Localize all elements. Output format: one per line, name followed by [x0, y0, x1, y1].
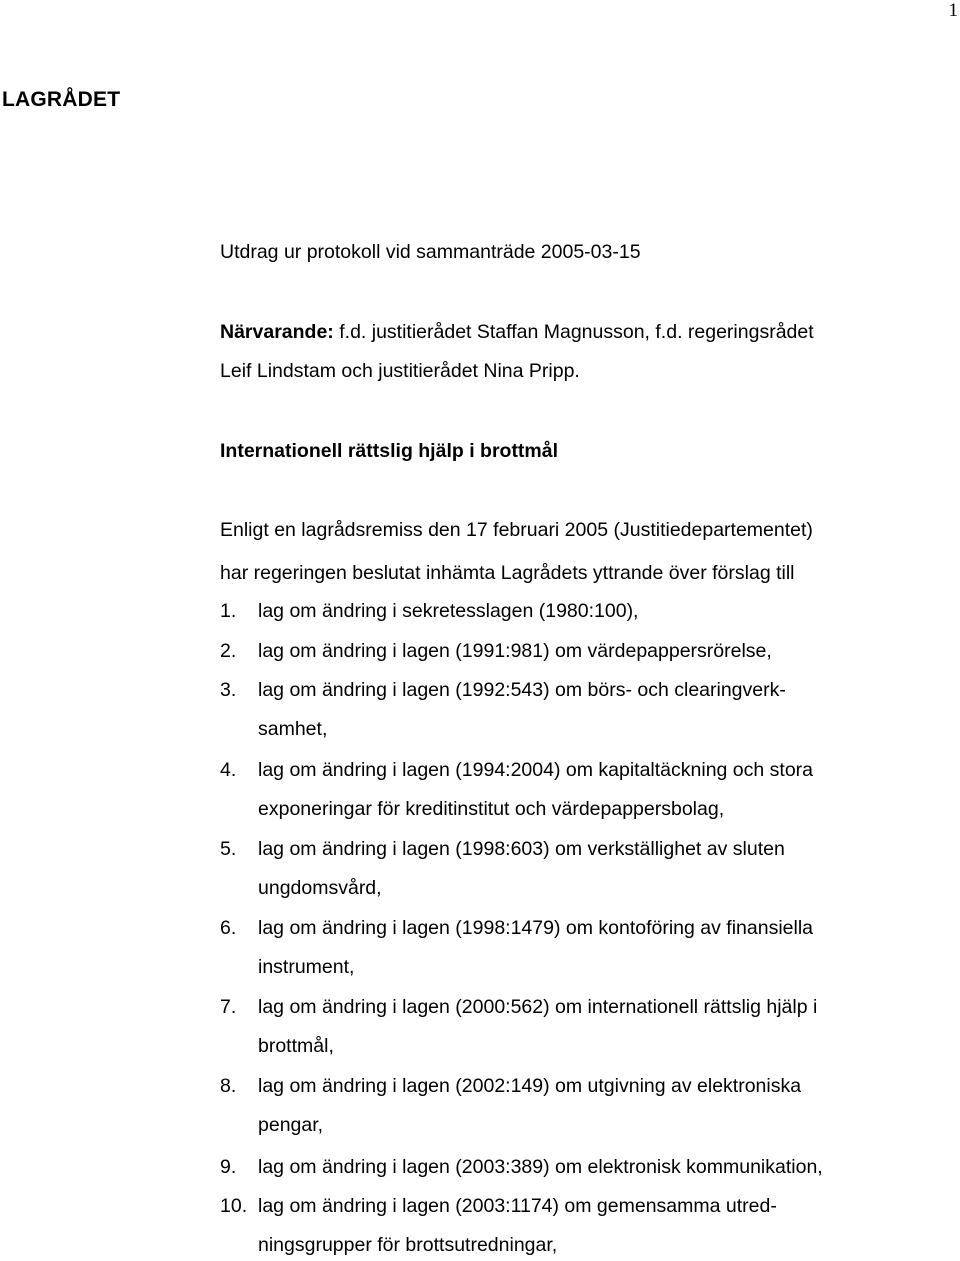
- law-item-number: 9.: [220, 1156, 237, 1178]
- law-item-number: 2.: [220, 640, 237, 662]
- law-item-number: 6.: [220, 917, 237, 939]
- law-item-text: [258, 1154, 938, 1180]
- law-item-text: [258, 638, 938, 664]
- law-item-number: 4.: [220, 759, 237, 781]
- law-item-line: pengar,: [258, 1114, 324, 1136]
- subject-heading: Internationell rättslig hjälp i brottmål: [220, 440, 559, 462]
- law-item-line: brottmål,: [258, 1035, 334, 1057]
- law-item-text: [258, 836, 938, 901]
- law-item-line: ungdomsvård,: [258, 877, 382, 899]
- law-item-line: lag om ändring i sekretesslagen (1980:100),: [258, 600, 639, 622]
- law-item-number: 3.: [220, 679, 237, 701]
- intro-line-2: har regeringen beslutat inhämta Lagrådets yttrande över förslag till: [220, 562, 795, 584]
- law-item-line: lag om ändring i lagen (2003:1174) om gemensamma utred-: [258, 1195, 777, 1217]
- law-item-text: [258, 994, 938, 1059]
- law-item-line: lag om ändring i lagen (1992:543) om börs- och clearingverk-: [258, 679, 786, 701]
- law-item-text: [258, 757, 938, 822]
- law-item-line: lag om ändring i lagen (1991:981) om värdepappersrörelse,: [258, 640, 772, 662]
- law-item-line: lag om ändring i lagen (1998:1479) om kontoföring av finansiella: [258, 917, 814, 939]
- law-item-line: instrument,: [258, 956, 355, 978]
- law-item-text: [258, 1193, 938, 1258]
- attendance-members-1: f.d. justitierådet Staffan Magnusson, f.d. regeringsrådet: [333, 321, 814, 343]
- law-item-number: 10.: [220, 1195, 248, 1217]
- attendance-line-2: Leif Lindstam och justitierådet Nina Pripp.: [220, 360, 580, 382]
- law-item-number: 8.: [220, 1075, 237, 1097]
- law-item-line: samhet,: [258, 718, 328, 740]
- intro-line-1: Enligt en lagrådsremiss den 17 februari 2005 (Justitiedepartementet): [220, 519, 813, 541]
- attendance-label: Närvarande:: [220, 321, 334, 343]
- law-item-line: lag om ändring i lagen (1994:2004) om kapitaltäckning och stora: [258, 759, 814, 781]
- law-item-line: lag om ändring i lagen (1998:603) om verkställighet av sluten: [258, 838, 785, 860]
- page-number: 1: [948, 0, 958, 21]
- law-item-line: lag om ändring i lagen (2003:389) om elektronisk kommunikation,: [258, 1156, 823, 1178]
- organization-title: LAGRÅDET: [2, 88, 121, 111]
- law-item-text: [258, 1073, 938, 1138]
- law-item-line: lag om ändring i lagen (2002:149) om utgivning av elektroniska: [258, 1075, 802, 1097]
- law-item-text: [258, 677, 938, 742]
- law-item-line: ningsgrupper för brottsutredningar,: [258, 1234, 558, 1256]
- law-item-number: 7.: [220, 996, 237, 1018]
- attendance-line-1: [220, 319, 940, 345]
- law-item-line: exponeringar för kreditinstitut och värdepappersbolag,: [258, 798, 725, 820]
- meeting-title: Utdrag ur protokoll vid sammanträde 2005-03-15: [220, 241, 641, 263]
- law-item-number: 5.: [220, 838, 237, 860]
- law-item-number: 1.: [220, 600, 237, 622]
- law-item-line: lag om ändring i lagen (2000:562) om internationell rättslig hjälp i: [258, 996, 818, 1018]
- law-item-text: [258, 598, 938, 624]
- law-item-text: [258, 915, 938, 980]
